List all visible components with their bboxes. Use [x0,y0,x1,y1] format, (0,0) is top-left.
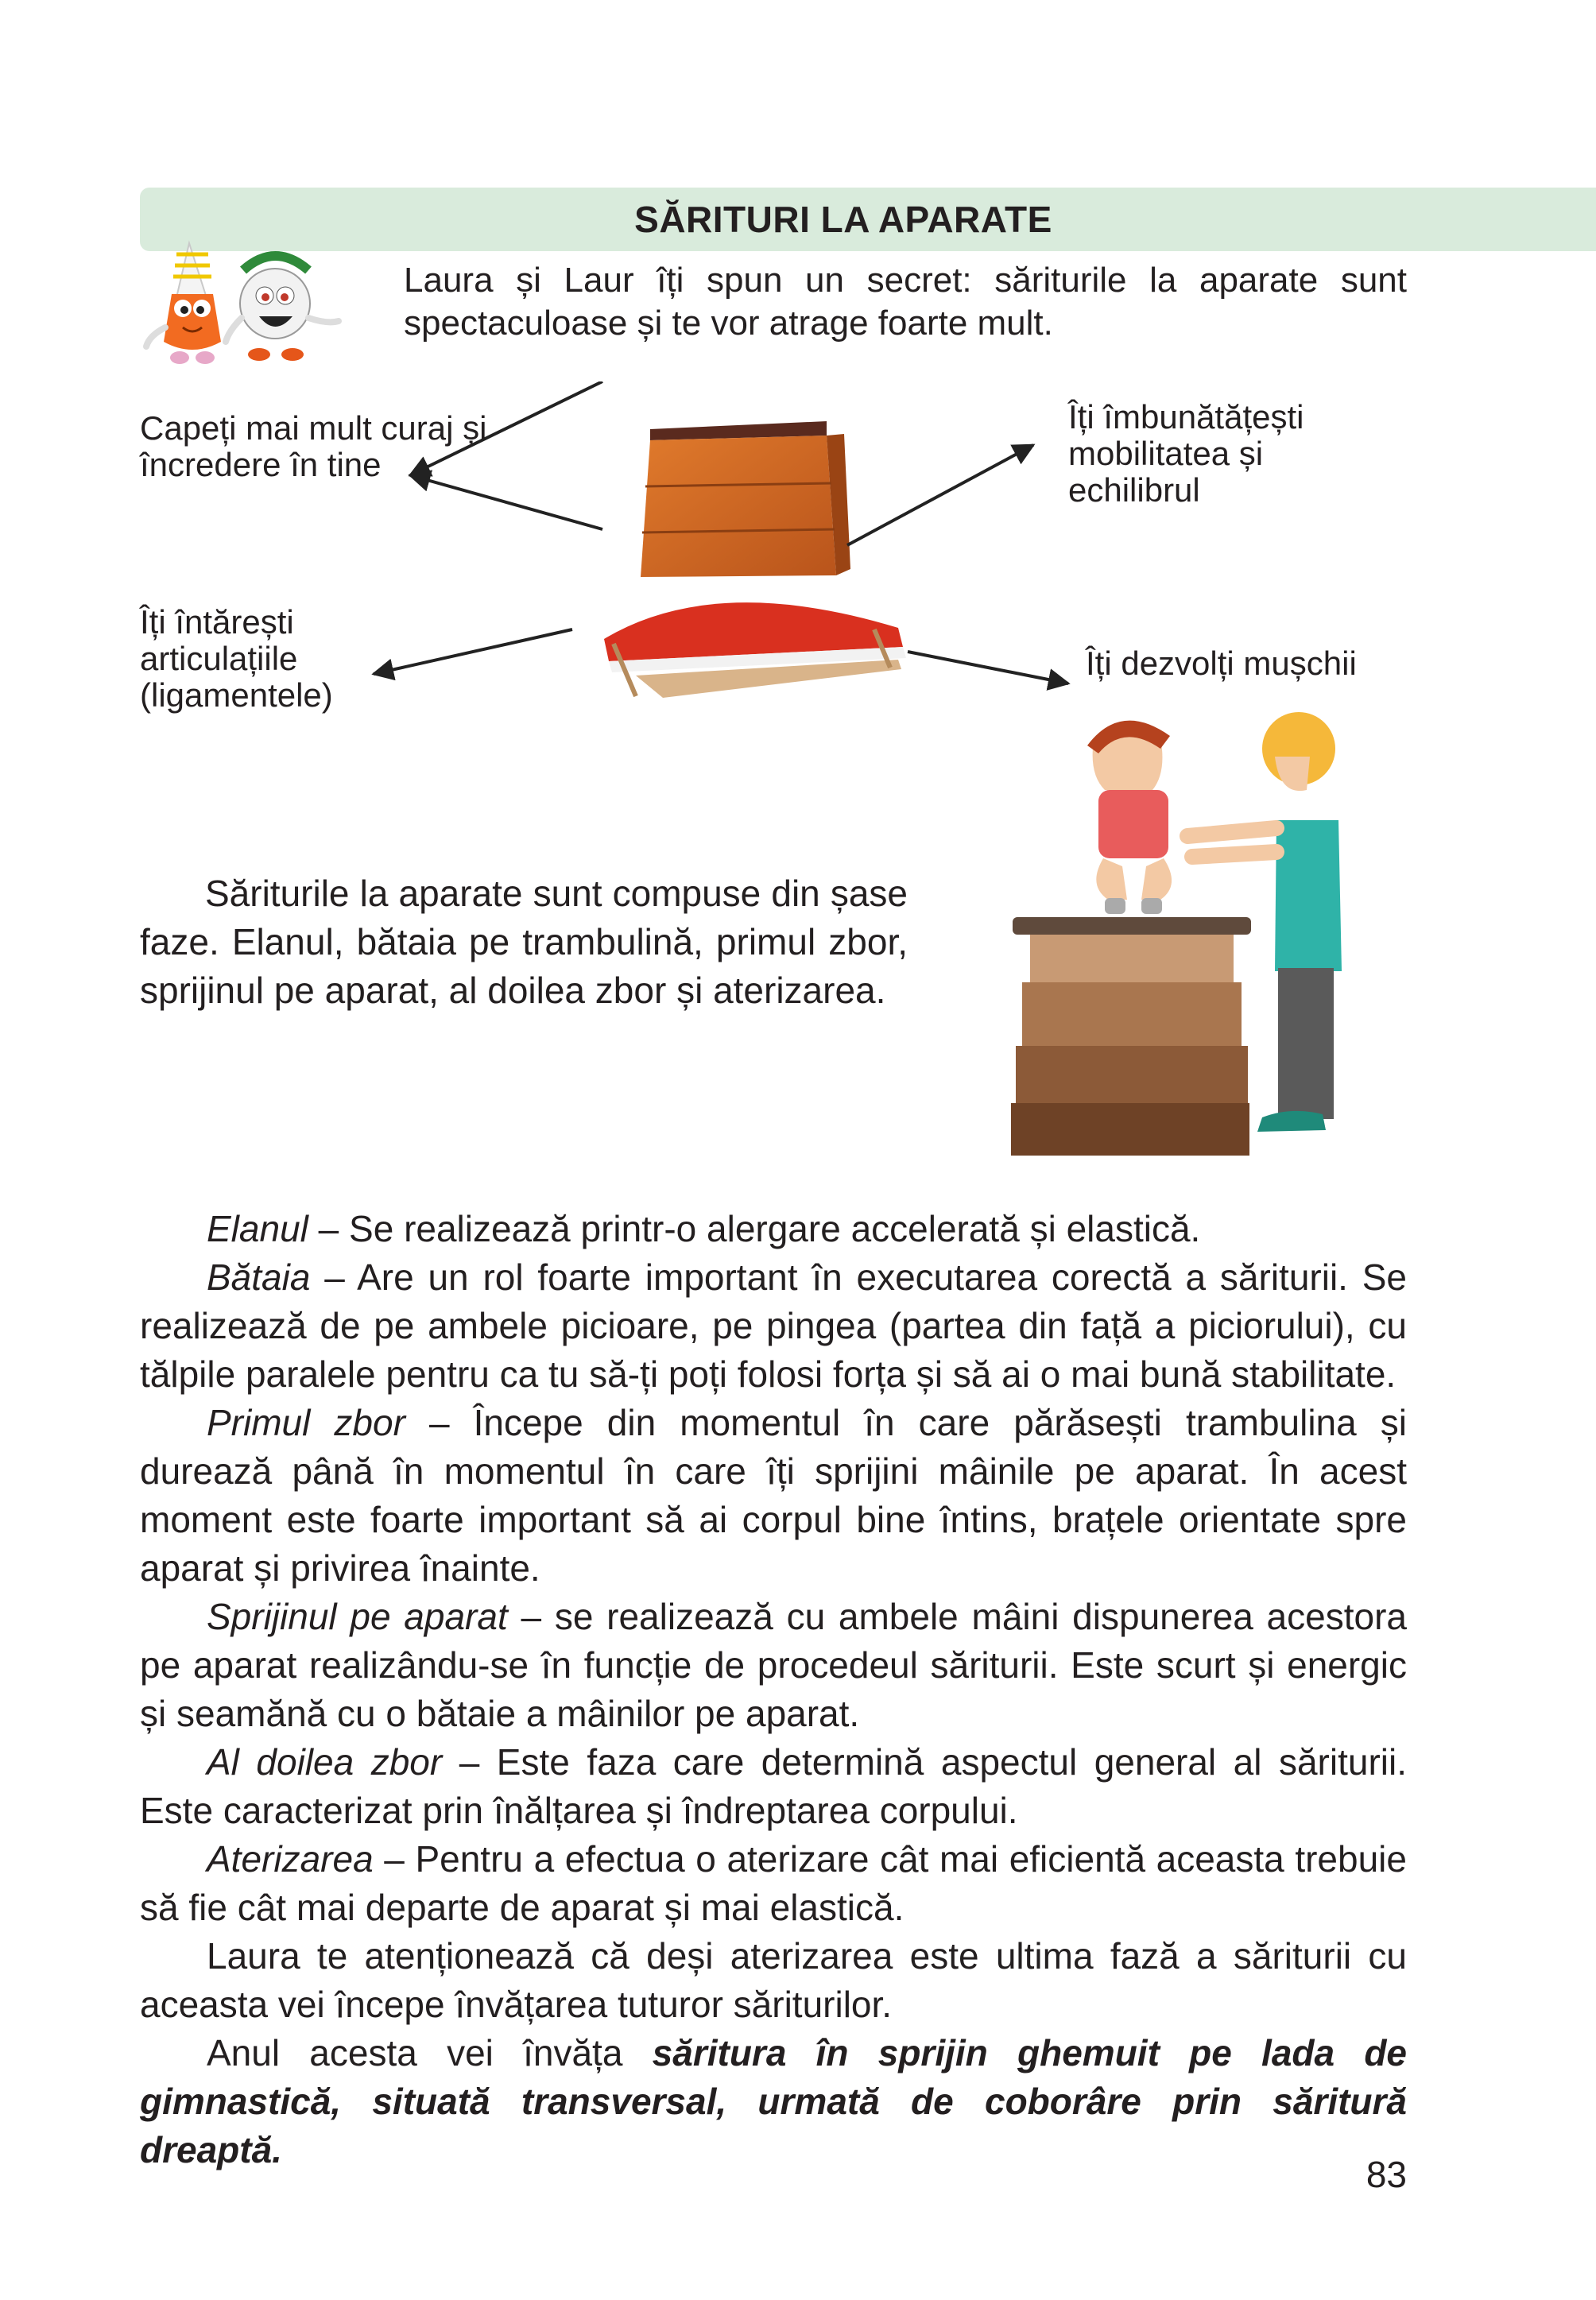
vault-box-icon [1011,917,1251,1156]
phase-text: Pentru a efectua o aterizare cât mai eficientă aceasta trebuie să fie cât mai departe de aparat și mai elastică. [140,1838,1407,1928]
phases-body [140,1205,1407,2174]
closing-paragraph [140,2029,1407,2174]
phase-term: Al doilea zbor [207,1741,443,1783]
intro-text: Laura și Laur îți spun un secret: săriturile la aparate sunt spectaculoase și te vor atrage foarte mult. [404,261,1407,343]
phase-item [140,1738,1407,1835]
note-paragraph: Laura te atenționează că deși aterizarea este ultima fază a săriturii cu aceasta vei începe învățarea tuturor săriturilor. [140,1935,1407,2025]
gymnast-icon [1087,721,1172,914]
shuttlecock-mascot-icon [146,243,221,364]
phase-item [140,1205,1407,1253]
closing-lead: Anul acesta vei învăța [207,2032,653,2073]
phase-separator: – [310,1256,358,1298]
page-number: 83 [1366,2154,1407,2195]
mascots-illustration [140,238,394,375]
coach-gymnast-illustration [1005,701,1370,1162]
phase-separator: – [442,1741,497,1783]
phase-text: Se realizează printr-o alergare accelerată și elastică. [349,1208,1201,1249]
phase-item [140,1399,1407,1593]
phase-term: Aterizarea [207,1838,374,1880]
phase-term: Bătaia [207,1256,311,1298]
benefit-courage: Capeți mai mult curaj și încredere în tine [140,409,487,483]
phase-term: Elanul [207,1208,308,1249]
phase-separator: – [507,1596,555,1637]
benefit-joints: Îți întărești articulațiile (ligamentele) [140,603,333,714]
springboard-icon [604,602,906,698]
vault-box-icon [641,421,850,577]
phase-item [140,1593,1407,1738]
benefit-mobility: Îți îmbunătățești mobilitatea și echilibrul [1068,398,1304,509]
phase-separator: – [373,1838,416,1880]
phase-separator: – [405,1402,474,1443]
benefit-muscles: Îți dezvolți mușchii [1086,645,1357,682]
phase-term: Primul zbor [207,1402,405,1443]
phase-separator: – [308,1208,350,1249]
phase-item [140,1835,1407,1932]
phase-text: Are un rol foarte important în executarea corectă a săriturii. Se realizează de pe ambele picioare, pe pingea (partea din față a piciorului), cu tălpile paralele pentru ca tu să-ți poți folosi forța și să ai o mai bună stabilitate. [140,1256,1408,1395]
phase-text: Este faza care determină aspectul general al săriturii. Este caracterizat prin înălțarea și îndreptarea corpului. [140,1741,1407,1831]
page-title: SĂRITURI LA APARATE [634,199,1052,240]
phase-term: Sprijinul pe aparat [207,1596,508,1637]
phases-intro: Săriturile la aparate sunt compuse din șase faze. Elanul, bătaia pe trambulină, primul zbor, sprijinul pe aparat, al doilea zbor și aterizarea. [140,873,908,1011]
phase-item [140,1253,1407,1399]
phase-text: se realizează cu ambele mâini dispunerea acestora pe aparat realizându-se în funcție de procedeul săriturii. Este scurt și energic și seamănă cu o bătaie a mâinilor pe aparat. [140,1596,1407,1734]
closing-emphasis: săritura în sprijin ghemuit pe lada de gimnastică, situată transversal, urmată de coborâre prin săritură dreaptă. [140,2032,1407,2170]
ball-mascot-icon [226,256,339,361]
phase-text: Începe din momentul în care părăsești trambulina și durează până în momentul în care îți sprijini mâinile pe aparat. În acest moment este foarte important să ai corpul bine întins, brațele orientate spre aparat și privirea înainte. [140,1402,1407,1589]
